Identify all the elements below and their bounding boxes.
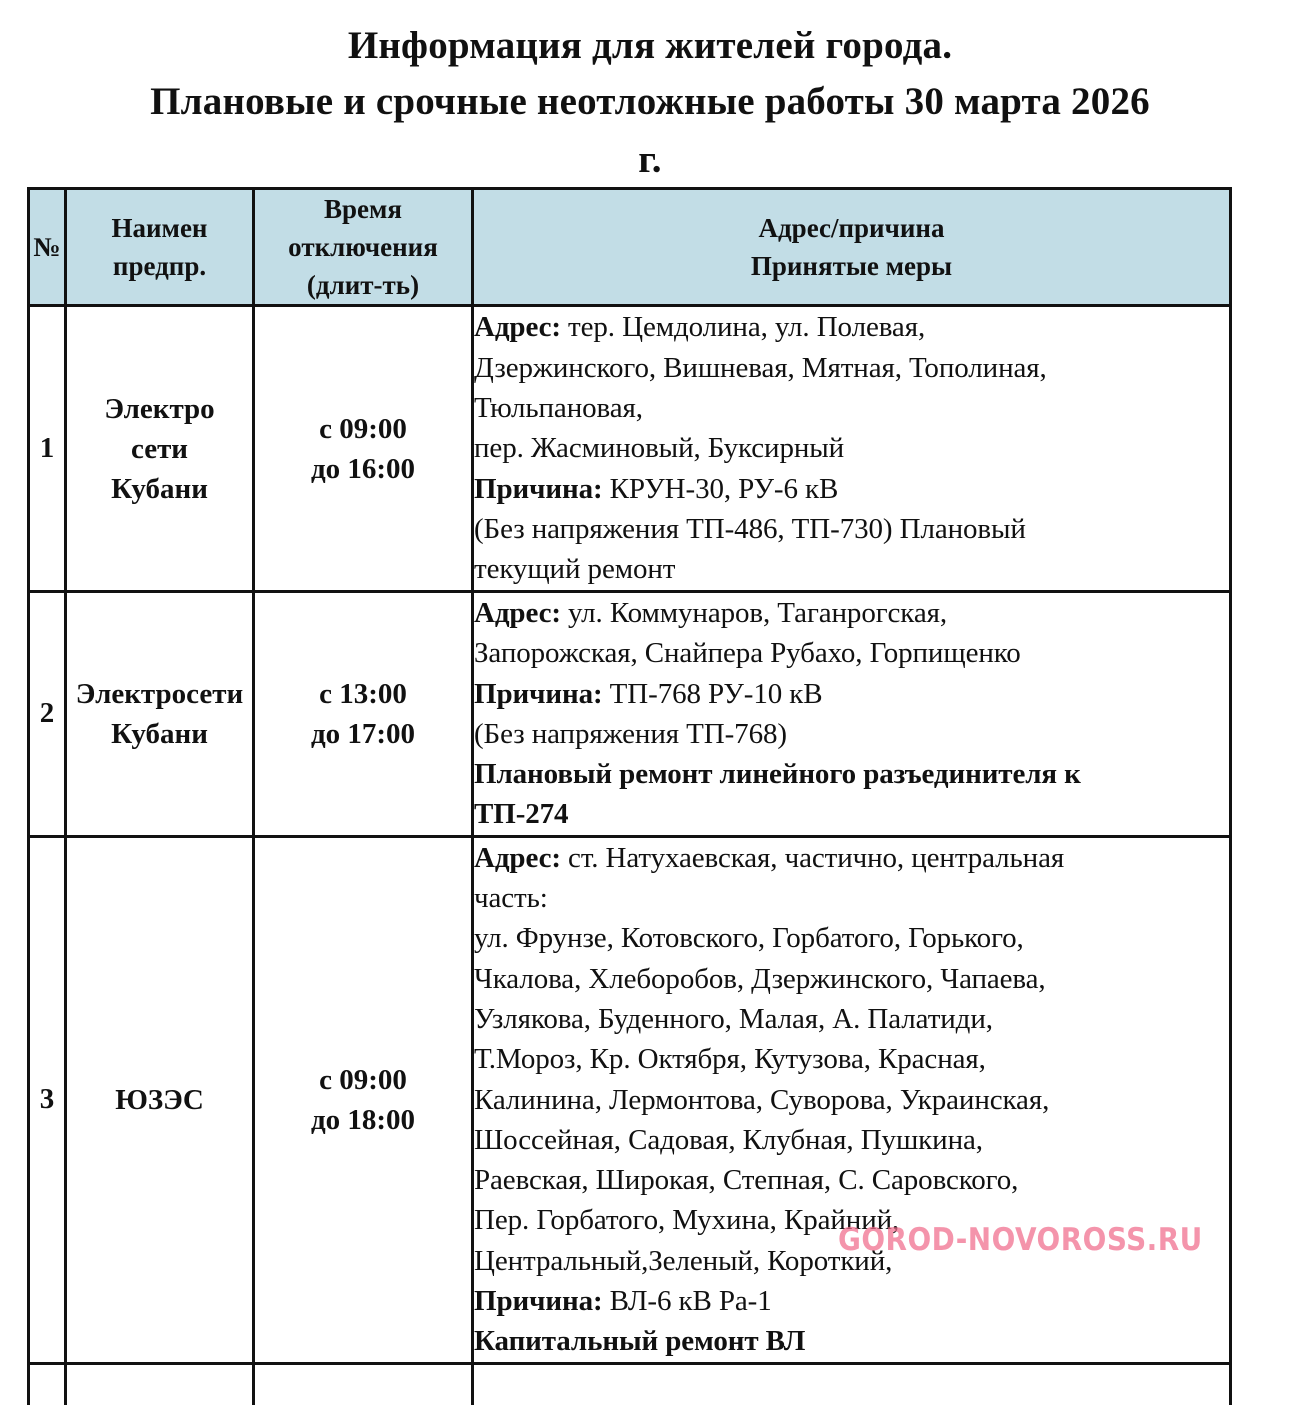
table-row	[29, 836, 1231, 1363]
info-text: Шоссейная, Садовая, Клубная, Пушкина,	[474, 1123, 983, 1156]
empty-cell	[66, 1363, 254, 1405]
info-label: Адрес:	[474, 597, 561, 629]
column-header-info-line1: Адрес/причина	[758, 213, 945, 243]
info-text: Чкалова, Хлеборобов, Дзержинского, Чапаева,	[474, 962, 1046, 995]
column-header-time-line3: (длит-ть)	[306, 270, 420, 300]
company-name-cell	[66, 306, 254, 592]
empty-cell	[473, 1363, 1231, 1405]
column-header-info	[473, 189, 1231, 306]
company-name-cell	[66, 836, 254, 1363]
info-line	[474, 1321, 1229, 1361]
row-number: 2	[29, 592, 66, 837]
info-label: Адрес:	[474, 841, 561, 874]
info-text: тер. Цемдолина, ул. Полевая,	[560, 311, 926, 344]
time-to: до 16:00	[310, 452, 416, 485]
info-label: Причина:	[474, 1285, 603, 1318]
company-name-line: ЮЗЭС	[115, 1083, 204, 1116]
table-row	[29, 306, 1231, 592]
company-name-line: Электросети	[75, 677, 244, 710]
table-row-partial	[29, 1363, 1231, 1405]
info-text: ул. Коммунаров, Таганрогская,	[560, 597, 948, 629]
info-line	[474, 469, 1229, 509]
info-text: Центральный,Зеленый, Короткий,	[474, 1244, 893, 1277]
info-text: (Без напряжения ТП-486, ТП-730) Плановый	[474, 512, 1026, 545]
company-name-line: сети	[130, 432, 189, 465]
info-text: текущий ремонт	[474, 553, 676, 586]
title-line-1: Информация для жителей города.	[347, 24, 953, 67]
info-line	[474, 428, 1229, 468]
info-text: Пер. Горбатого, Мухина, Крайний,	[474, 1204, 900, 1237]
info-line	[474, 1039, 1229, 1079]
info-label: Адрес:	[474, 311, 561, 344]
info-line	[474, 959, 1229, 999]
title-line-3: г.	[638, 138, 662, 181]
column-header-time-line2: отключения	[288, 232, 438, 262]
info-line	[474, 1281, 1229, 1321]
info-line	[474, 593, 1229, 633]
address-reason-cell	[473, 306, 1231, 592]
empty-cell	[29, 1363, 66, 1405]
info-text: Дзержинского, Вишневая, Мятная, Тополиная,	[474, 351, 1047, 384]
info-text: Тюльпановая,	[474, 392, 643, 425]
address-reason-cell	[473, 592, 1231, 837]
info-line	[474, 674, 1229, 714]
info-line	[474, 549, 1229, 589]
time-from: с 13:00	[319, 677, 407, 710]
info-line	[474, 348, 1229, 388]
info-text: Т.Мороз, Кр. Октября, Кутузова, Красная,	[474, 1043, 986, 1076]
info-line	[474, 754, 1229, 794]
info-text: Запорожская, Снайпера Рубахо, Горпищенко	[474, 637, 1021, 670]
info-text: ВЛ-6 кВ Ра-1	[602, 1285, 772, 1318]
empty-cell	[254, 1363, 473, 1405]
row-number: 1	[29, 306, 66, 592]
column-header-company-line2: предпр.	[112, 251, 207, 281]
info-line	[474, 999, 1229, 1039]
time-from: с 09:00	[319, 1063, 407, 1096]
company-name-line: Кубани	[111, 717, 208, 750]
info-text: (Без напряжения ТП-768)	[474, 717, 787, 750]
info-line	[474, 1160, 1229, 1200]
info-line	[474, 1080, 1229, 1120]
address-reason-cell	[473, 836, 1231, 1363]
company-name-cell	[66, 592, 254, 837]
info-line	[474, 918, 1229, 958]
info-line	[474, 388, 1229, 428]
info-text: Узлякова, Буденного, Малая, А. Палатиди,	[474, 1002, 993, 1035]
table-header-row	[29, 189, 1231, 306]
row-number: 3	[29, 836, 66, 1363]
column-header-company-line1: Наимен	[111, 213, 208, 243]
info-label: Причина:	[474, 472, 603, 505]
info-text: часть:	[474, 882, 548, 915]
info-line	[474, 794, 1229, 834]
outage-time-cell	[254, 592, 473, 837]
outage-time-cell	[254, 836, 473, 1363]
info-label: ТП-274	[474, 798, 569, 831]
title-line-2: Плановые и срочные неотложные работы 30 марта 2026	[150, 80, 1150, 123]
info-text: Калинина, Лермонтова, Суворова, Украинская,	[474, 1083, 1050, 1116]
info-line	[474, 1120, 1229, 1160]
company-name-line: Кубани	[111, 472, 208, 505]
info-line	[474, 878, 1229, 918]
column-header-number: №	[29, 189, 66, 306]
info-text: ул. Фрунзе, Котовского, Горбатого, Горького,	[474, 922, 1024, 955]
outage-time-cell	[254, 306, 473, 592]
info-text: КРУН-30, РУ-6 кВ	[602, 472, 839, 505]
column-header-time	[254, 189, 473, 306]
company-name-line: Электро	[104, 392, 215, 425]
column-header-info-line2: Принятые меры	[750, 251, 953, 281]
watermark: GOROD-NOVOROSS.RU	[838, 1222, 1203, 1258]
info-line	[474, 714, 1229, 754]
info-line	[474, 509, 1229, 549]
info-line	[474, 307, 1229, 347]
info-text: пер. Жасминовый, Буксирный	[474, 432, 845, 465]
info-line	[474, 633, 1229, 673]
info-label: Плановый ремонт линейного разъединителя к	[474, 758, 1081, 791]
column-header-company	[66, 189, 254, 306]
time-to: до 18:00	[310, 1103, 416, 1136]
time-from: с 09:00	[319, 412, 407, 445]
info-label: Причина:	[474, 677, 603, 710]
page-title	[0, 18, 1300, 188]
table-row	[29, 592, 1231, 837]
info-label: Капитальный ремонт ВЛ	[474, 1325, 806, 1358]
info-text: ст. Натухаевская, частично, центральная	[560, 841, 1065, 874]
info-line	[474, 838, 1229, 878]
info-text: Раевская, Широкая, Степная, С. Саровского,	[474, 1164, 1019, 1197]
info-text: ТП-768 РУ-10 кВ	[602, 677, 823, 710]
time-to: до 17:00	[310, 717, 416, 750]
column-header-time-line1: Время	[323, 194, 402, 224]
